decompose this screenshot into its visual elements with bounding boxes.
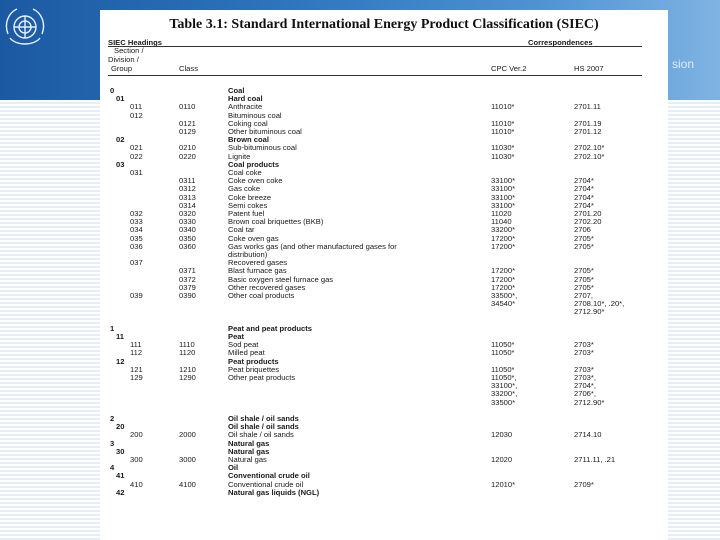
row-cpc: 33100*: [491, 184, 516, 194]
row-cpc: 33500*: [491, 397, 516, 407]
row-hs: 2702.10*: [574, 143, 605, 153]
row-hs: 2702.20: [574, 217, 602, 227]
row-code: 1: [110, 323, 115, 333]
row-product: Peat products: [228, 356, 279, 366]
row-product: Brown coal briquettes (BKB): [228, 217, 324, 227]
header-hs: HS 2007: [574, 64, 604, 73]
row-code: 3: [110, 438, 115, 448]
row-class: 0313: [179, 192, 196, 202]
table-row: [100, 489, 660, 497]
row-cpc: 11050*: [491, 340, 515, 350]
row-class: 0371: [179, 266, 196, 276]
row-product: Gas works gas (and other manufactured gases for: [228, 241, 397, 251]
row-class: 0379: [179, 282, 196, 292]
table-row: [100, 153, 660, 161]
row-cpc: 11020: [491, 209, 512, 218]
row-class: 0360: [179, 241, 196, 251]
row-product: Coking coal: [228, 118, 268, 128]
table-title: Table 3.1: Standard International Energy Product Classification (SIEC): [169, 17, 599, 32]
row-cpc: 11050*: [491, 364, 515, 374]
row-cpc: 11010*: [491, 127, 515, 136]
row-product: Natural gas liquids (NGL): [228, 487, 320, 497]
row-product: Natural gas: [228, 446, 270, 456]
row-cpc: 17200*: [491, 282, 516, 292]
row-class: 0312: [179, 184, 196, 194]
table-row: [100, 431, 660, 439]
row-code: 01: [116, 94, 125, 104]
row-code: 036: [130, 241, 143, 251]
table-row: [100, 128, 660, 136]
row-code: 300: [130, 455, 143, 464]
row-cpc: 12020: [491, 455, 513, 464]
row-hs: 2709*: [574, 479, 594, 489]
row-product: Anthracite: [228, 102, 263, 112]
row-class: 1210: [179, 364, 196, 374]
row-product: Other peat products: [228, 373, 296, 382]
row-code: 012: [130, 110, 143, 120]
row-hs: 2702.10*: [574, 151, 605, 161]
row-code: 41: [116, 471, 125, 481]
row-hs: 2712.90*: [574, 307, 605, 317]
row-code: 039: [130, 291, 143, 300]
row-product: Other bituminous coal: [228, 127, 302, 136]
row-class: 0210: [179, 143, 196, 153]
row-product: Gas coke: [228, 184, 261, 194]
row-hs: 2705*: [574, 274, 594, 284]
row-hs: 2714.10: [574, 430, 602, 440]
row-product: Basic oxygen steel furnace gas: [228, 274, 334, 284]
table-row: [100, 349, 660, 357]
row-cpc: 11050*,: [491, 373, 517, 382]
row-product: Coal: [228, 86, 245, 95]
row-code: 035: [130, 233, 143, 243]
slide-subtitle-fragment: sion: [672, 57, 695, 71]
header-correspondences: Correspondences: [528, 38, 593, 47]
row-product: Coal tar: [228, 225, 255, 235]
row-product: Peat: [228, 332, 245, 341]
row-code: 42: [116, 487, 125, 497]
row-hs: 2712.90*: [574, 397, 605, 407]
header-division: Division /: [108, 55, 139, 64]
row-code: 034: [130, 225, 143, 235]
row-code: 129: [130, 373, 143, 382]
un-emblem-logo: [2, 4, 48, 50]
table-row: [100, 308, 660, 316]
row-product: Lignite: [228, 151, 251, 161]
row-code: 011: [130, 102, 143, 112]
row-class: 0311: [179, 176, 196, 186]
row-code: 111: [130, 340, 142, 350]
row-hs: 2704*: [574, 176, 594, 186]
row-code: 022: [130, 151, 143, 161]
row-hs: 2705*: [574, 266, 594, 276]
row-code: 30: [116, 446, 125, 456]
row-hs: 2704*,: [574, 381, 596, 391]
row-hs: 2701.12: [574, 127, 602, 136]
row-cpc: 17200*: [491, 274, 516, 284]
row-code: 200: [130, 430, 143, 440]
row-code: 02: [116, 135, 125, 145]
row-class: 0110: [179, 102, 196, 112]
row-product: Sub-bituminous coal: [228, 143, 297, 153]
row-code: 11: [116, 332, 125, 341]
row-cpc: 33100*: [491, 176, 516, 186]
row-code: 033: [130, 217, 143, 227]
row-code: 031: [130, 168, 143, 177]
row-class: 0340: [179, 225, 196, 235]
row-class: 0314: [179, 200, 196, 210]
row-hs: 2705*: [574, 282, 594, 292]
row-cpc: 33500*,: [491, 291, 518, 300]
row-hs: 2711.11, .21: [574, 455, 616, 464]
row-hs: 2705*: [574, 241, 594, 251]
row-class: 0320: [179, 209, 196, 218]
row-class: 3000: [179, 455, 196, 464]
row-hs: 2704*: [574, 192, 594, 202]
row-product: Brown coal: [228, 135, 269, 145]
row-cpc: 17200*: [491, 241, 516, 251]
row-product: Sod peat: [228, 340, 259, 350]
row-cpc: 34540*: [491, 299, 516, 309]
row-cpc: 12010*: [491, 479, 516, 489]
row-code: 2: [110, 414, 115, 423]
row-cpc: 12030: [491, 430, 513, 440]
row-product: Oil shale / oil sands: [228, 430, 294, 440]
row-product: Oil shale / oil sands: [228, 422, 299, 432]
row-hs: 2707,: [574, 291, 594, 300]
row-hs: 2703*,: [574, 373, 596, 382]
row-code: 112: [130, 348, 143, 358]
row-product: Natural gas: [228, 438, 270, 448]
header-rule-top: [108, 46, 642, 47]
row-hs: 2703*: [574, 348, 594, 358]
table-row: [100, 243, 660, 251]
row-cpc: 33200*,: [491, 389, 518, 399]
row-class: 2000: [179, 430, 196, 440]
row-code: 4: [110, 463, 115, 473]
row-cpc: 11030*: [491, 151, 515, 161]
table-row: [100, 399, 660, 407]
row-product: Patent fuel: [228, 209, 265, 218]
row-product: Blast furnace gas: [228, 266, 287, 276]
table-row: [100, 87, 660, 95]
row-product: Coke oven gas: [228, 233, 279, 243]
row-code: 037: [130, 258, 143, 268]
row-product: distribution): [228, 250, 268, 259]
row-product: Conventional crude oil: [228, 471, 310, 481]
row-product: Coal coke: [228, 168, 262, 177]
header-siec-headings: SIEC Headings: [108, 38, 163, 47]
row-product: Other recovered gases: [228, 282, 306, 292]
row-product: Bituminous coal: [228, 110, 282, 120]
row-class: 4100: [179, 479, 196, 489]
header-cpc: CPC Ver.2: [491, 64, 527, 73]
row-code: 021: [130, 143, 143, 153]
table-row: [100, 415, 660, 423]
row-product: Coke oven coke: [228, 176, 283, 186]
row-hs: 2701.20: [574, 209, 602, 218]
row-cpc: 11050*: [491, 348, 515, 358]
row-class: 1110: [179, 340, 195, 350]
row-class: 0129: [179, 127, 196, 136]
row-hs: 2701.19: [574, 118, 602, 128]
row-cpc: 17200*: [491, 266, 516, 276]
row-code: 20: [116, 422, 125, 432]
row-class: 0220: [179, 151, 196, 161]
row-hs: 2706*,: [574, 389, 596, 399]
row-hs: 2704*: [574, 200, 594, 210]
row-hs: 2703*: [574, 340, 594, 350]
row-class: 0350: [179, 233, 196, 243]
document-page: [100, 10, 668, 540]
row-product: Other coal products: [228, 291, 295, 300]
row-hs: 2703*: [574, 364, 594, 374]
row-code: 0: [110, 86, 115, 95]
row-class: 0390: [179, 291, 196, 300]
row-cpc: 33100*: [491, 200, 516, 210]
row-code: 03: [116, 159, 125, 169]
row-class: 0330: [179, 217, 196, 227]
row-hs: 2701.11: [574, 102, 601, 112]
row-cpc: 33200*: [491, 225, 516, 235]
row-product: Hard coal: [228, 94, 263, 104]
row-product: Peat briquettes: [228, 364, 280, 374]
row-cpc: 11040: [491, 217, 512, 227]
row-product: Coal products: [228, 159, 280, 169]
row-cpc: 33100*: [491, 192, 516, 202]
table-row: [100, 481, 660, 489]
table-row: [100, 325, 660, 333]
row-code: 410: [130, 479, 143, 489]
row-cpc: 11010*: [491, 118, 515, 128]
table-row: [100, 251, 660, 259]
header-section: Section /: [114, 46, 144, 55]
row-cpc: 17200*: [491, 233, 516, 243]
row-cpc: 33100*,: [491, 381, 518, 391]
row-class: 0121: [179, 118, 196, 128]
table-row: [100, 440, 660, 448]
header-group: Group: [111, 64, 133, 73]
row-cpc: 11030*: [491, 143, 515, 153]
row-product: Peat and peat products: [228, 323, 312, 333]
table-row: [100, 161, 660, 169]
row-product: Conventional crude oil: [228, 479, 304, 489]
row-product: Semi cokes: [228, 200, 268, 210]
row-product: Milled peat: [228, 348, 265, 358]
table-row: [100, 103, 660, 111]
row-product: Recovered gases: [228, 258, 288, 268]
table-row: [100, 456, 660, 464]
row-product: Coke breeze: [228, 192, 272, 202]
row-code: 032: [130, 209, 143, 218]
row-product: Oil shale / oil sands: [228, 414, 299, 423]
header-class: Class: [179, 64, 198, 73]
row-code: 121: [130, 364, 143, 374]
row-hs: 2704*: [574, 184, 594, 194]
row-hs: 2705*: [574, 233, 594, 243]
header-rule-bottom: [108, 75, 642, 76]
row-class: 1290: [179, 373, 196, 382]
row-class: 1120: [179, 348, 196, 358]
row-product: Oil: [228, 463, 239, 473]
row-product: Natural gas: [228, 455, 267, 464]
row-hs: 2706: [574, 225, 591, 235]
table-row: [100, 464, 660, 472]
row-code: 12: [116, 356, 125, 366]
row-hs: 2708.10*, .20*,: [574, 299, 625, 309]
row-cpc: 11010*: [491, 102, 515, 112]
row-class: 0372: [179, 274, 196, 284]
